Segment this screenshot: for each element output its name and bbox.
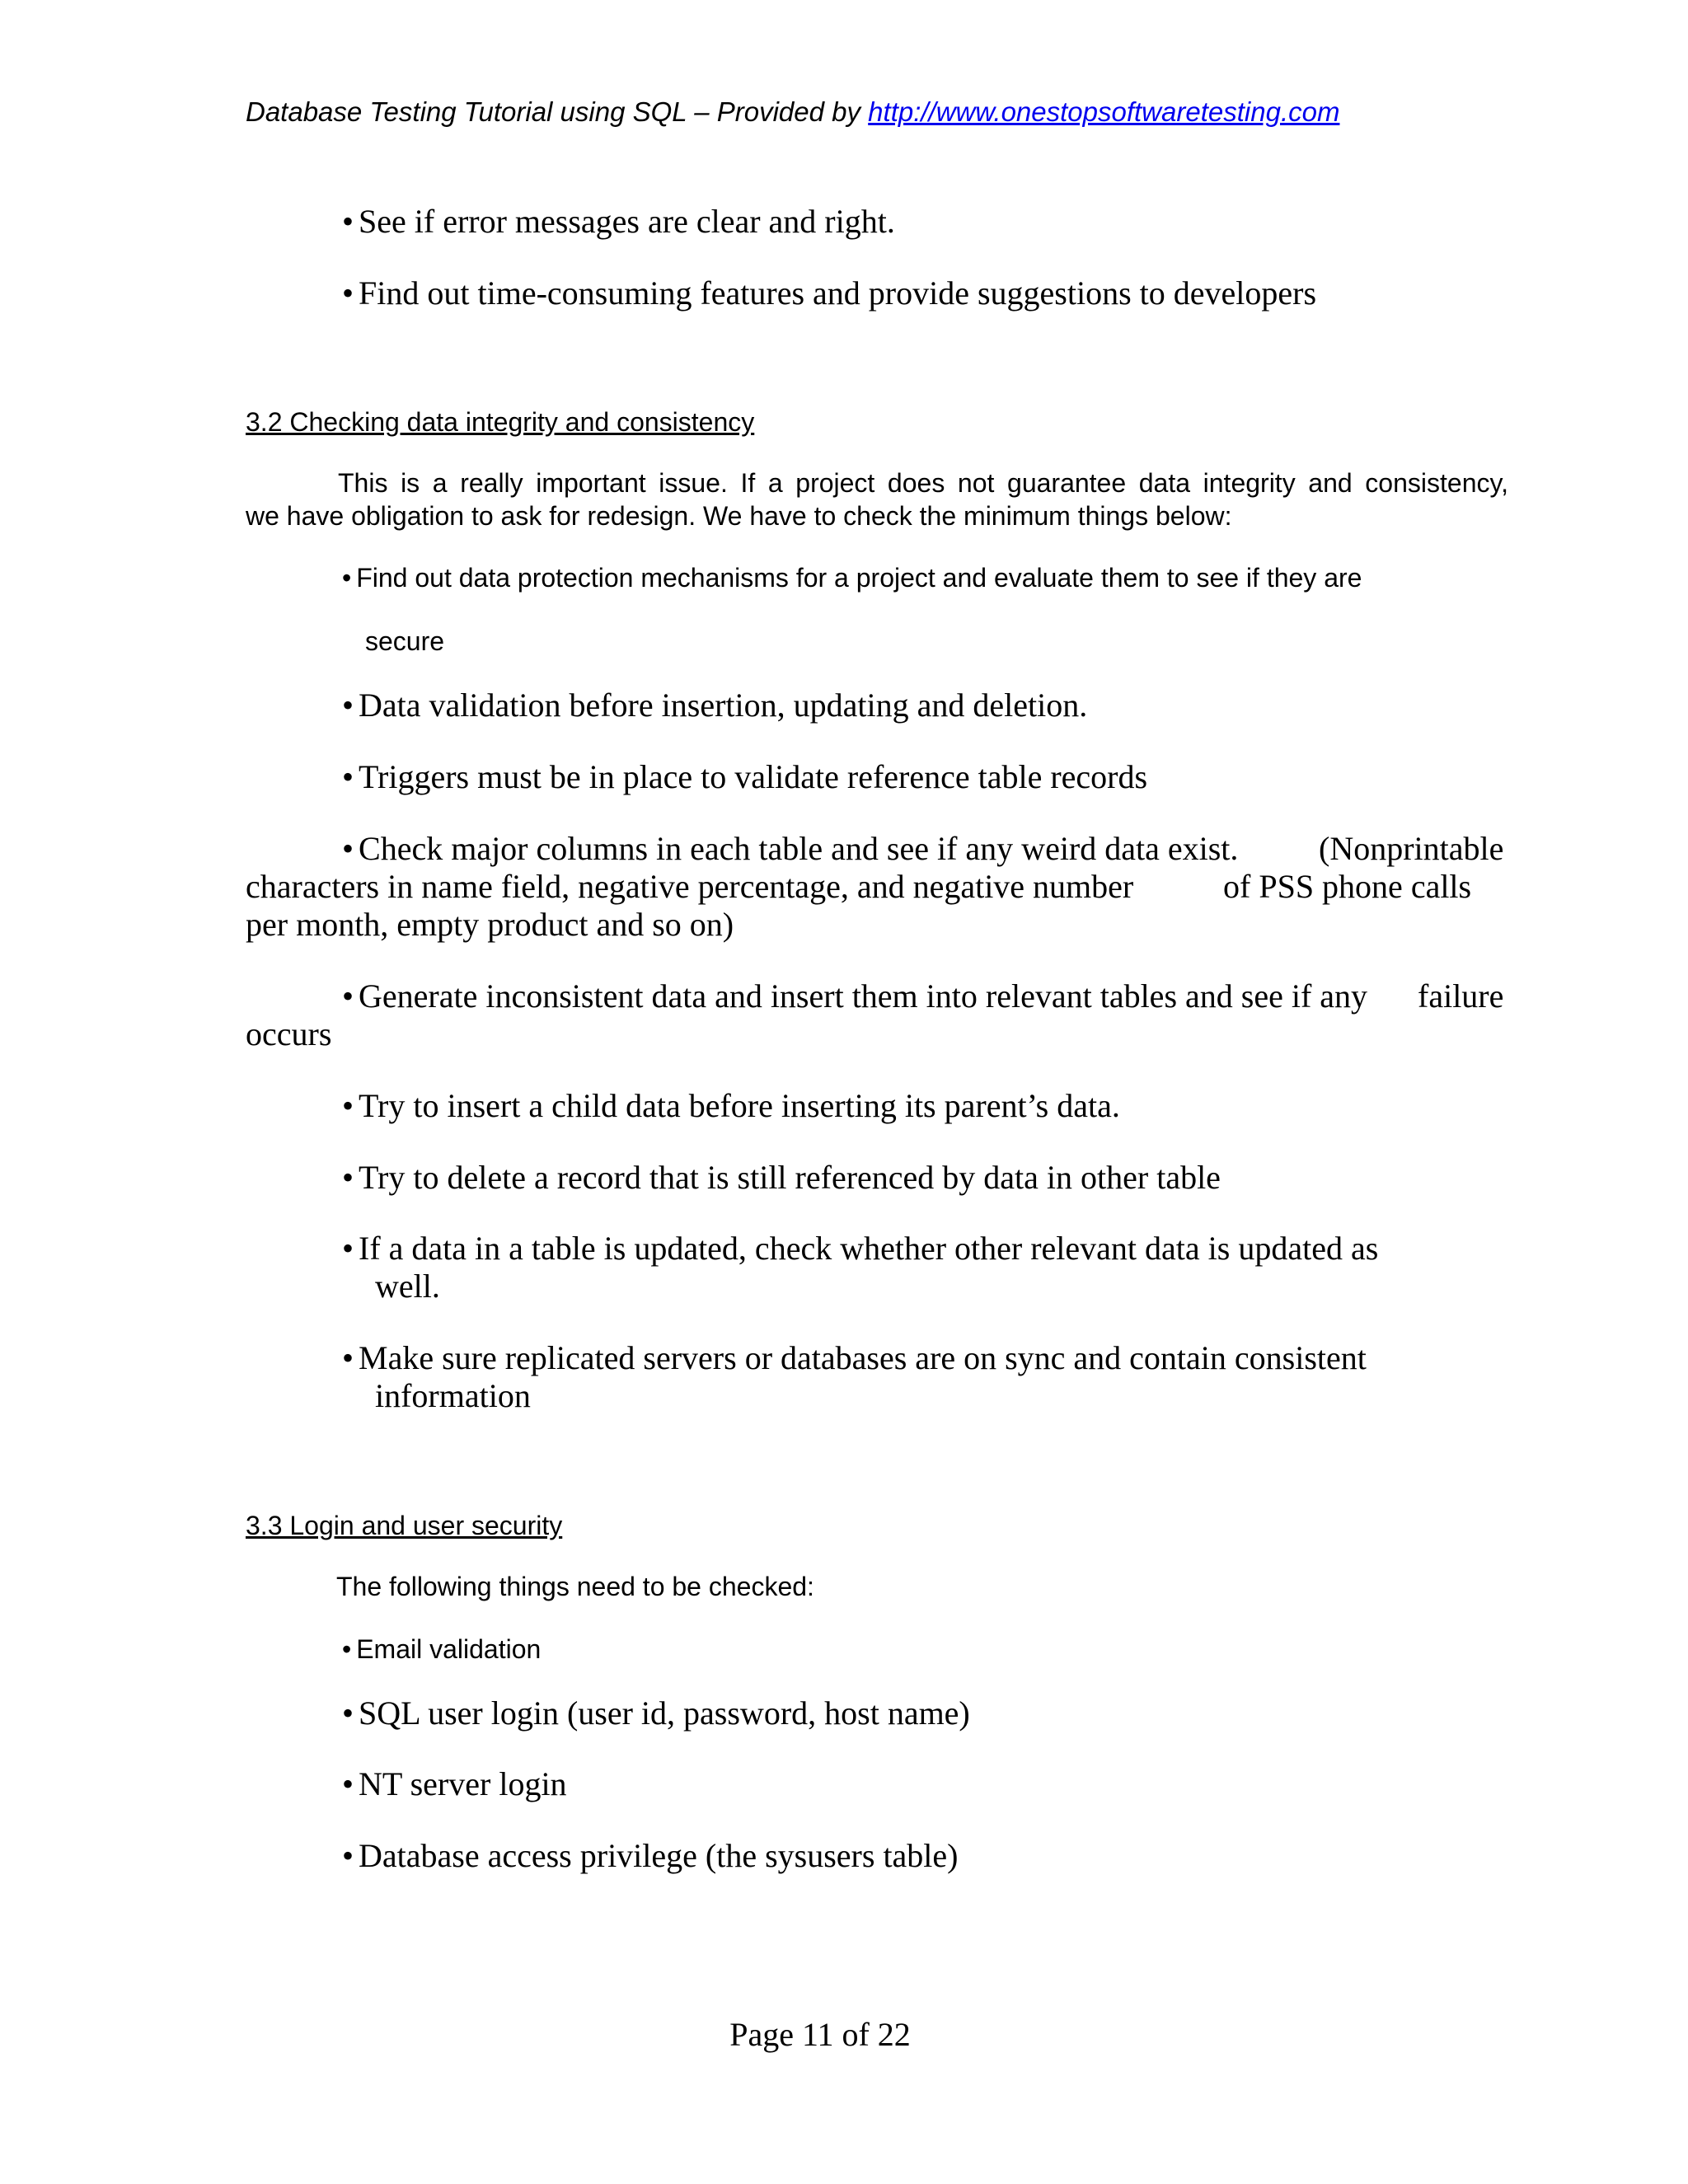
bullet-icon: • [342,1694,354,1732]
list-item: • Database access privilege (the sysusers table) [342,1837,959,1874]
header-title: Database Testing Tutorial using SQL – Provided by [246,96,869,127]
list-item: • Generate inconsistent data and insert them into relevant tables and see if any [342,977,1368,1015]
list-item: • Make sure replicated servers or databases are on sync and contain consistent [342,1339,1367,1376]
list-item: • See if error messages are clear and right. [342,203,895,240]
list-item-continuation: occurs [246,1015,332,1052]
list-item-continuation: well. [375,1268,440,1305]
list-item: • Find out data protection mechanisms for a project and evaluate them to see if they are [342,563,1362,593]
bullet-icon: • [342,1230,354,1267]
list-item: • NT server login [342,1765,567,1802]
bullet-icon: • [342,203,354,240]
bullet-icon: • [342,1837,354,1874]
list-item: • Try to insert a child data before inserting its parent’s data. [342,1087,1120,1124]
bullet-icon: • [342,1765,354,1802]
section-heading-3-2: 3.2 Checking data integrity and consistency [246,407,755,437]
bullet-icon: • [342,830,354,867]
page-header [246,96,1339,129]
bullet-icon: • [342,687,354,724]
section-intro: The following things need to be checked: [336,1572,814,1601]
bullet-icon: • [342,1339,354,1376]
bullet-icon: • [342,977,354,1015]
bullet-icon: • [342,1159,354,1196]
bullet-icon: • [342,274,354,312]
list-item: • SQL user login (user id, password, host name) [342,1694,970,1732]
list-item-text-right: (Nonprintable [1319,830,1504,867]
bullet-icon: • [342,758,354,795]
list-item: • Check major columns in each table and see if any weird data exist. [342,830,1239,867]
bullet-icon: • [342,1634,352,1664]
section-intro-line: we have obligation to ask for redesign. We have to check the minimum things below: [246,501,1232,531]
bullet-icon: • [342,1087,354,1124]
section-intro-line: This is a really important issue. If a project does not guarantee data integrity and consistency, [338,468,1508,498]
list-item: • Data validation before insertion, updating and deletion. [342,687,1088,724]
list-item: • Try to delete a record that is still referenced by data in other table [342,1159,1221,1196]
page-number: Page 11 of 22 [729,2016,911,2053]
list-item-continuation: information [375,1377,531,1414]
list-item-text-right: of PSS phone calls [1223,868,1472,905]
list-item: • Triggers must be in place to validate reference table records [342,758,1148,795]
section-heading-3-3: 3.3 Login and user security [246,1511,563,1540]
list-item-text-right: failure [1418,977,1504,1015]
header-link[interactable]: http://www.onestopsoftwaretesting.com [868,96,1340,127]
list-item: • Find out time-consuming features and provide suggestions to developers [342,274,1317,312]
list-item-continuation: characters in name field, negative percentage, and negative number [246,868,1134,905]
list-item-continuation: per month, empty product and so on) [246,906,734,943]
list-item-continuation: secure [365,626,445,656]
list-item: • If a data in a table is updated, check whether other relevant data is updated as [342,1230,1379,1267]
list-item: • Email validation [342,1634,542,1664]
bullet-icon: • [342,563,352,593]
